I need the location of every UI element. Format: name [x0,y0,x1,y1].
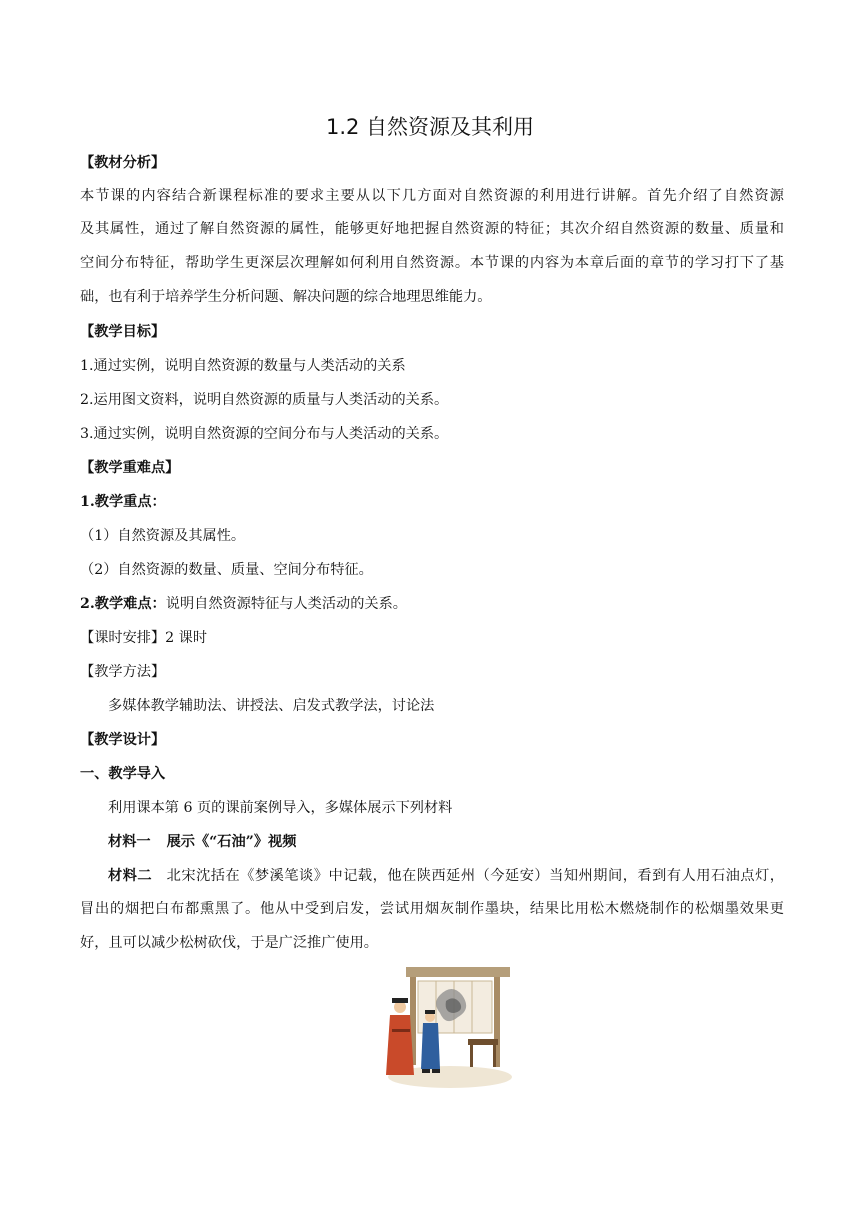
material2-label: 材料二 [108,868,153,884]
key-point-item: （1）自然资源及其属性。 [80,528,246,544]
paragraph-line: 好，且可以减少松树砍伐，于是广泛推广使用。 [80,935,378,951]
key-points-label: 1.教学重点： [80,494,166,510]
schedule-line [80,628,784,648]
goal-item: 2.运用图文资料，说明自然资源的质量与人类活动的关系。 [80,392,449,408]
material1-label: 材料一 [108,834,151,850]
key-point-item: （2）自然资源的数量、质量、空间分布特征。 [80,562,373,578]
heading-material-analysis: 【教材分析】 [80,155,166,171]
difficulty-label: 2.教学难点： [80,596,166,612]
material1-line [108,832,784,852]
difficulty-text: 说明自然资源特征与人类活动的关系。 [165,596,407,612]
methods-text: 多媒体教学辅助法、讲授法、启发式教学法，讨论法 [108,698,435,714]
heading-methods: 【教学方法】 [80,664,166,680]
schedule-value: 2 课时 [165,630,208,646]
paragraph-line: 本节课的内容结合新课程标准的要求主要从以下几方面对自然资源的利用进行讲解。首先介绍了自然资源 [80,188,784,204]
goal-item: 3.通过实例，说明自然资源的空间分布与人类活动的关系。 [80,426,449,442]
paragraph-line: 及其属性，通过了解自然资源的属性，能够更好地把握自然资源的特征；其次介绍自然资源的数量、质量和 [80,221,784,237]
goal-item: 1.通过实例，说明自然资源的数量与人类活动的关系 [80,358,406,374]
paragraph-line: 冒出的烟把白布都熏黑了。他从中受到启发，尝试用烟灰制作墨块，结果比用松木燃烧制作的松烟墨效果更 [80,901,784,917]
material2-text: 北宋沈括在《梦溪笔谈》中记载，他在陕西延州（今延安）当知州期间，看到有人用石油点灯， [166,868,784,884]
material2-line [108,866,784,886]
step1-heading: 一、教学导入 [80,766,166,782]
heading-design: 【教学设计】 [80,732,166,748]
difficulty-line [80,594,784,614]
paragraph-line: 空间分布特征，帮助学生更深层次理解如何利用自然资源。本节课的内容为本章后面的章节的学习打下了基 [80,255,784,271]
schedule-label: 【课时安排】 [80,630,166,646]
intro-text: 利用课本第 6 页的课前案例导入，多媒体展示下列材料 [108,800,453,816]
paragraph-line: 础，也有利于培养学生分析问题、解决问题的综合地理思维能力。 [80,289,492,305]
page-title: 1.2 自然资源及其利用 [325,115,535,139]
material1-text: 展示《“石油”》视频 [166,834,297,850]
heading-key-points: 【教学重难点】 [80,460,180,476]
heading-goals: 【教学目标】 [80,324,166,340]
shen-kuo-illustration [382,965,516,1089]
